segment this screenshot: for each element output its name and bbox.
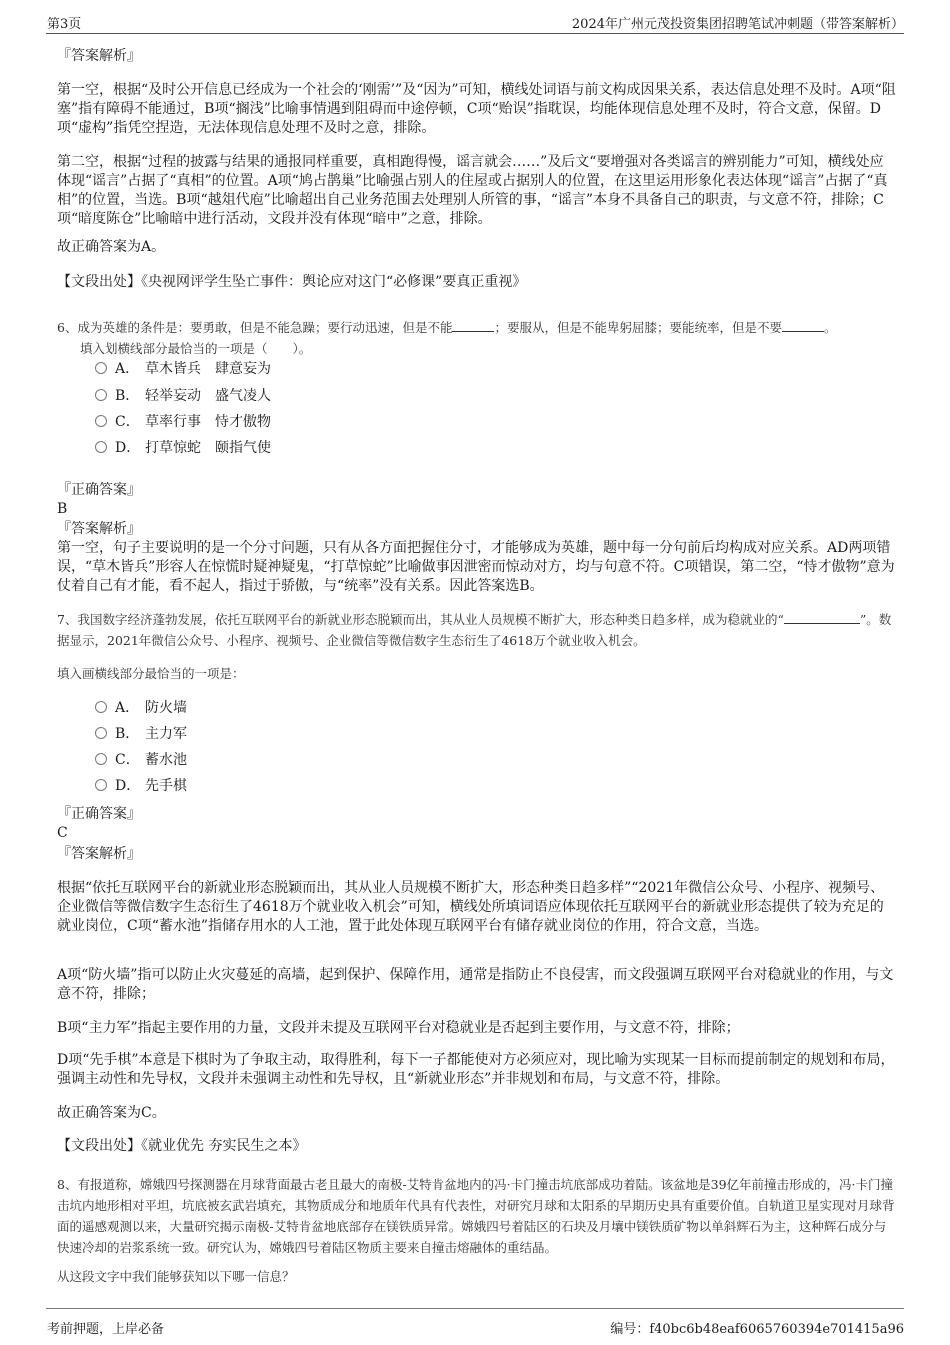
option-text: 轻举妄动 盛气凌人 — [145, 388, 271, 404]
q7-analysis-label: 『答案解析』 — [57, 846, 141, 862]
q8-stem-question: 从这段文字中我们能够获知以下哪一信息？ — [57, 1269, 295, 1284]
q7-conclusion: 故正确答案为C。 — [57, 1105, 166, 1121]
blank-line — [782, 319, 824, 332]
footer-divider — [46, 1308, 904, 1309]
option-label: C． — [115, 414, 140, 430]
radio-icon[interactable] — [95, 727, 107, 739]
q6-stem — [57, 317, 897, 338]
document-id: 编号：f40bc6b48eaf6065760394e701415a96 — [610, 1322, 904, 1337]
q7-correct-label: 『正确答案』 — [57, 806, 141, 822]
radio-icon[interactable] — [95, 389, 107, 401]
document-title: 2024年广州元茂投资集团招聘笔试冲刺题（带答案解析） — [571, 17, 904, 32]
footer-slogan: 考前押题，上岸必备 — [47, 1322, 165, 1337]
option-text: 草木皆兵 肆意妄为 — [145, 361, 271, 377]
q5-analysis-label: 『答案解析』 — [57, 48, 141, 64]
q7-option-d[interactable] — [95, 776, 187, 796]
q7-analysis-p4: D项“先手棋”本意是下棋时为了争取主动，取得胜利，每下一子都能使对方必须应对，现比喻为实现某一目标而提前制定的规划和布局，强调主动性和先导权，文段并未强调主动性和先导权，且“新就业形态”并非规划和布局，与文意不符，排除。 — [57, 1052, 895, 1087]
option-label: A． — [115, 361, 140, 377]
page-number: 第3页 — [47, 17, 82, 32]
radio-icon[interactable] — [95, 415, 107, 427]
q7-correct-answer: C — [57, 825, 68, 841]
option-label: C． — [115, 752, 140, 768]
q6-stem-part2: ；要服从，但是不能卑躬屈膝；要能统率，但是不要 — [494, 320, 782, 335]
radio-icon[interactable] — [95, 362, 107, 374]
option-label: D． — [115, 778, 141, 794]
q7-option-b[interactable] — [95, 724, 187, 744]
q7-analysis-p3: B项“主力军”指起主要作用的力量，文段并未提及互联网平台对稳就业是否起到主要作用，与文意不符，排除； — [57, 1020, 740, 1036]
radio-icon[interactable] — [95, 779, 107, 791]
q7-stem-part1: 7、我国数字经济蓬勃发展，依托互联网平台的新就业形态脱颖而出，其从业人员规模不断扩大，形态种类日趋多样，成为稳就业的“ — [57, 612, 784, 627]
q6-option-c[interactable] — [95, 412, 271, 432]
q5-analysis-p2: 第二空，根据“过程的披露与结果的通报同样重要，真相跑得慢，谣言就会……”及后文“要增强对各类谣言的辨别能力”可知，横线处应体现“谣言”占据了“真相”的位置。A项“鸠占鹊巢”比喻强占别人的住屋或占据别人的位置，在这里运用形象化表达体现“谣言”占据了“真相”的位置，当选。B项“越俎代庖”比喻超出自己业务范围去处理别人所管的事，“谣言”本身不具备自己的职责，与文意不符，排除；C项“暗度陈仓”比喻暗中进行活动，文段并没有体现“暗中”之意，排除。 — [57, 154, 888, 227]
q6-option-b[interactable] — [95, 386, 271, 406]
q6-stem-part3: 。 — [823, 320, 837, 335]
option-text: 主力军 — [145, 726, 187, 742]
q6-analysis-label: 『答案解析』 — [57, 521, 141, 537]
option-label: D． — [115, 440, 141, 456]
q6-analysis: 第一空，句子主要说明的是一个分寸问题，只有从各方面把握住分寸，才能够成为英雄，题中每一分句前后均构成对应关系。AD两项错误，“草木皆兵”形容人在惊慌时疑神疑鬼，“打草惊蛇”比喻做事因泄密而惊动对方，均与句意不符。C项错误，第二空，“恃才傲物”意为仗着自己有才能，看不起人，指过于骄傲，与“统率”没有关系。因此答案选B。 — [57, 540, 895, 594]
option-text: 打草惊蛇 颐指气使 — [145, 440, 271, 456]
q5-analysis-p1: 第一空，根据“及时公开信息已经成为一个社会的‘刚需’”及“因为”可知，横线处词语与前文构成因果关系，表达信息处理不及时。A项“阻塞”指有障碍不能通过，B项“搁浅”比喻事情遇到阻碍而中途停顿，C项“贻误”指耽误，均能体现信息处理不及时，符合文意，保留。D项“虚构”指凭空捏造，无法体现信息处理不及时之意，排除。 — [57, 82, 896, 136]
q7-option-c[interactable] — [95, 750, 187, 770]
q5-source: 【文段出处】《央视网评学生坠亡事件：舆论应对这门“必修课”要真正重视》 — [57, 274, 527, 290]
header-divider — [46, 33, 904, 34]
q7-option-a[interactable] — [95, 698, 187, 718]
q7-analysis-p2: A项“防火墙”指可以防止火灾蔓延的高墙，起到保护、保障作用，通常是指防止不良侵害，而文段强调互联网平台对稳就业的作用，与文意不符，排除； — [57, 967, 894, 1002]
q6-stem-part1: 6、成为英雄的条件是：要勇敢，但是不能急躁；要行动迅速，但是不能 — [57, 320, 453, 335]
option-text: 草率行事 恃才傲物 — [145, 414, 271, 430]
q6-correct-label: 『正确答案』 — [57, 482, 141, 498]
radio-icon[interactable] — [95, 441, 107, 453]
radio-icon[interactable] — [95, 701, 107, 713]
q8-stem: 8、有报道称，嫦娥四号探测器在月球背面最古老且最大的南极-艾特肯盆地内的冯·卡门撞击坑底部成功着陆。该盆地是39亿年前撞击形成的，冯·卡门撞击坑内地形相对平坦，坑底被玄武岩填充，其物质成分和地质年代具有代表性，对研究月球和太阳系的早期历史具有重要价值。自轨道卫星实现对月球背面的遥感观测以来，大量研究揭示南极-艾特肯盆地底部存在镁铁质异常。嫦娥四号着陆区的石块及月壤中镁铁质矿物以单斜辉石为主，这种辉石成分与快速冷却的岩浆系统一致。研究认为，嫦娥四号着陆区物质主要来自撞击熔融体的重结晶。 — [57, 1177, 895, 1255]
blank-line — [784, 611, 860, 624]
q7-stem — [57, 609, 897, 651]
page-header — [0, 0, 950, 34]
option-text: 先手棋 — [145, 778, 187, 794]
q7-analysis-p1: 根据“依托互联网平台的新就业形态脱颖而出，其从业人员规模不断扩大，形态种类日趋多样”“2021年微信公众号、小程序、视频号、企业微信等微信数字生态衍生了4618万个就业收入机会”可知，横线处所填词语应体现依托互联网平台的新就业形态提供了较为充足的就业岗位，C项“蓄水池”指储存用水的人工池，置于此处体现互联网平台有储存就业岗位的作用，符合文意，当选。 — [57, 880, 885, 934]
q7-source: 【文段出处】《就业优先 夯实民生之本》 — [57, 1138, 307, 1154]
q6-option-d[interactable] — [95, 438, 271, 458]
q5-conclusion: 故正确答案为A。 — [57, 239, 166, 255]
blank-line — [452, 319, 494, 332]
q6-option-a[interactable] — [95, 359, 271, 379]
q7-stem-instruction: 填入画横线部分最恰当的一项是： — [57, 666, 245, 681]
page-footer — [0, 1305, 950, 1345]
q7-stem-part2: ”。数据显示，2021年微信公众号、小程序、视频号、企业微信等微信数字生态衍生了4618万个就业收入机会。 — [57, 612, 892, 648]
option-text: 防火墙 — [145, 700, 187, 716]
option-label: B． — [115, 388, 140, 404]
q6-correct-answer: B — [57, 501, 68, 517]
option-text: 蓄水池 — [145, 752, 187, 768]
option-label: A． — [115, 700, 140, 716]
q6-stem-instruction: 填入划横线部分最恰当的一项是（ ）。 — [80, 341, 312, 356]
radio-icon[interactable] — [95, 753, 107, 765]
option-label: B． — [115, 726, 140, 742]
